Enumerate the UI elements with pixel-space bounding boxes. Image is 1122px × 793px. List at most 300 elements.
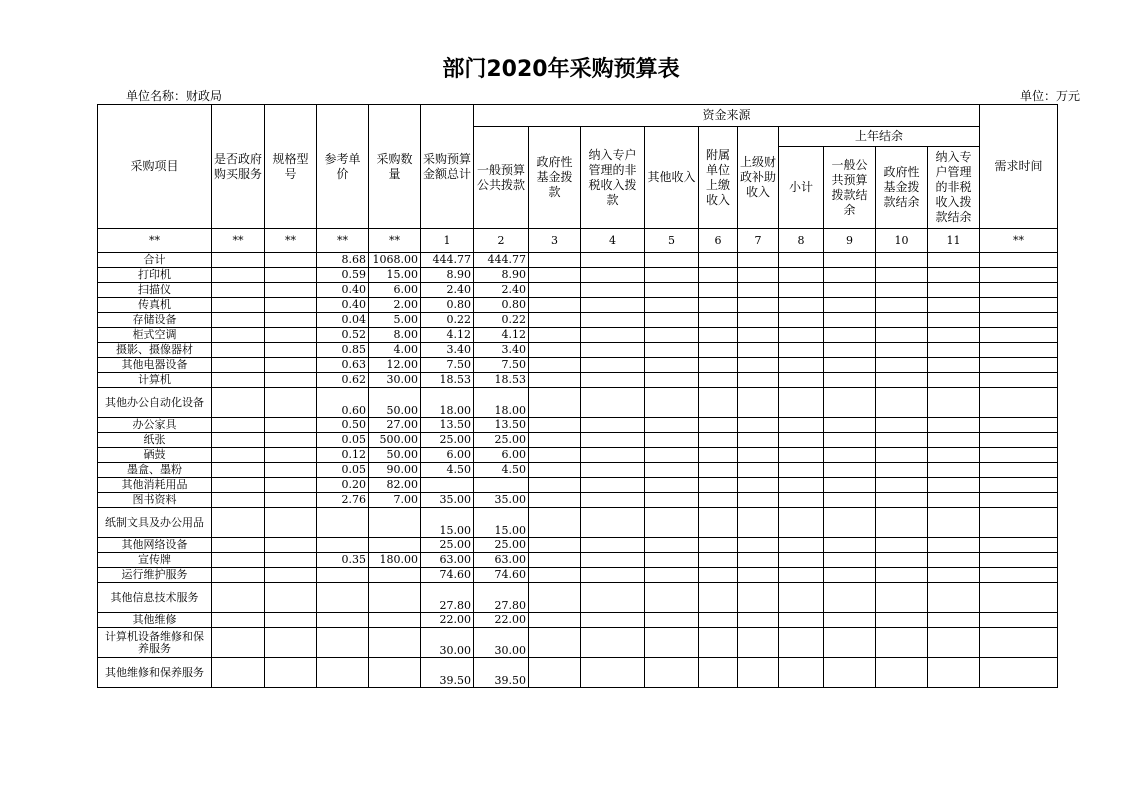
table-row [98, 358, 1058, 373]
empty-cell [581, 283, 645, 298]
table-row [98, 568, 1058, 583]
empty-cell [699, 343, 738, 358]
empty-cell [699, 553, 738, 568]
empty-cell [645, 463, 699, 478]
column-index-cell: 2 [474, 229, 529, 253]
general-budget-cell: 4.12 [474, 328, 529, 343]
header-balance-general: 一般公共预算拨款结余 [824, 147, 876, 229]
procurement-budget-table [97, 104, 1058, 688]
budget-total-cell: 15.00 [421, 508, 474, 538]
empty-cell [645, 268, 699, 283]
empty-cell [581, 433, 645, 448]
item-cell: 柜式空调 [98, 328, 212, 343]
general-budget-cell: 35.00 [474, 493, 529, 508]
item-cell: 纸制文具及办公用品 [98, 508, 212, 538]
general-budget-cell: 25.00 [474, 538, 529, 553]
item-cell: 其他办公自动化设备 [98, 388, 212, 418]
empty-cell [699, 358, 738, 373]
budget-total-cell: 30.00 [421, 628, 474, 658]
general-budget-cell: 22.00 [474, 613, 529, 628]
quantity-cell: 12.00 [369, 358, 421, 373]
gov-service-cell [212, 478, 265, 493]
empty-cell [824, 568, 876, 583]
item-cell: 纸张 [98, 433, 212, 448]
budget-total-cell: 7.50 [421, 358, 474, 373]
empty-cell [645, 613, 699, 628]
empty-cell [980, 313, 1058, 328]
gov-service-cell [212, 328, 265, 343]
empty-cell [699, 658, 738, 688]
item-cell: 存储设备 [98, 313, 212, 328]
empty-cell [645, 493, 699, 508]
empty-cell [928, 508, 980, 538]
item-cell: 扫描仪 [98, 283, 212, 298]
empty-cell [529, 313, 581, 328]
ref-price-cell: 0.62 [317, 373, 369, 388]
empty-cell [738, 313, 779, 328]
budget-total-cell: 27.80 [421, 583, 474, 613]
ref-price-cell: 0.40 [317, 283, 369, 298]
quantity-cell [369, 613, 421, 628]
empty-cell [738, 283, 779, 298]
empty-cell [980, 328, 1058, 343]
empty-cell [645, 358, 699, 373]
empty-cell [645, 508, 699, 538]
table-row [98, 478, 1058, 493]
empty-cell [581, 613, 645, 628]
empty-cell [645, 433, 699, 448]
column-index-row [98, 229, 1058, 253]
empty-cell [824, 253, 876, 268]
empty-cell [980, 388, 1058, 418]
spec-cell [265, 568, 317, 583]
ref-price-cell: 0.20 [317, 478, 369, 493]
empty-cell [824, 508, 876, 538]
empty-cell [738, 388, 779, 418]
budget-total-cell [421, 478, 474, 493]
empty-cell [529, 538, 581, 553]
item-cell: 打印机 [98, 268, 212, 283]
quantity-cell [369, 658, 421, 688]
empty-cell [699, 613, 738, 628]
gov-service-cell [212, 283, 265, 298]
gov-service-cell [212, 628, 265, 658]
table-row [98, 448, 1058, 463]
empty-cell [876, 628, 928, 658]
empty-cell [738, 613, 779, 628]
empty-cell [529, 628, 581, 658]
spec-cell [265, 508, 317, 538]
spec-cell [265, 658, 317, 688]
empty-cell [699, 268, 738, 283]
empty-cell [980, 448, 1058, 463]
spec-cell [265, 373, 317, 388]
quantity-cell: 15.00 [369, 268, 421, 283]
empty-cell [581, 508, 645, 538]
empty-cell [779, 448, 824, 463]
ref-price-cell: 0.60 [317, 388, 369, 418]
empty-cell [699, 463, 738, 478]
ref-price-cell: 0.50 [317, 418, 369, 433]
general-budget-cell: 30.00 [474, 628, 529, 658]
quantity-cell: 7.00 [369, 493, 421, 508]
empty-cell [738, 448, 779, 463]
budget-total-cell: 4.12 [421, 328, 474, 343]
spec-cell [265, 283, 317, 298]
header-affiliated-income: 附属单位上缴收入 [699, 127, 738, 229]
item-cell: 运行维护服务 [98, 568, 212, 583]
empty-cell [876, 388, 928, 418]
empty-cell [699, 583, 738, 613]
empty-cell [645, 253, 699, 268]
empty-cell [738, 418, 779, 433]
table-row [98, 388, 1058, 418]
column-index-cell: ** [980, 229, 1058, 253]
empty-cell [529, 298, 581, 313]
empty-cell [581, 298, 645, 313]
ref-price-cell: 0.40 [317, 298, 369, 313]
empty-cell [645, 388, 699, 418]
column-index-cell: 9 [824, 229, 876, 253]
general-budget-cell: 39.50 [474, 658, 529, 688]
empty-cell [876, 418, 928, 433]
spec-cell [265, 478, 317, 493]
empty-cell [980, 628, 1058, 658]
header-other-income: 其他收入 [645, 127, 699, 229]
ref-price-cell [317, 568, 369, 583]
gov-service-cell [212, 253, 265, 268]
empty-cell [824, 538, 876, 553]
budget-total-cell: 39.50 [421, 658, 474, 688]
header-quantity: 采购数量 [369, 105, 421, 229]
column-index-cell: ** [265, 229, 317, 253]
gov-service-cell [212, 313, 265, 328]
empty-cell [779, 328, 824, 343]
empty-cell [980, 568, 1058, 583]
budget-total-cell: 25.00 [421, 538, 474, 553]
empty-cell [779, 418, 824, 433]
empty-cell [738, 478, 779, 493]
quantity-cell: 50.00 [369, 448, 421, 463]
empty-cell [581, 388, 645, 418]
empty-cell [581, 268, 645, 283]
empty-cell [876, 538, 928, 553]
budget-total-cell: 18.53 [421, 373, 474, 388]
spec-cell [265, 418, 317, 433]
empty-cell [738, 628, 779, 658]
quantity-cell: 500.00 [369, 433, 421, 448]
table-row [98, 418, 1058, 433]
empty-cell [928, 328, 980, 343]
empty-cell [876, 508, 928, 538]
budget-total-cell: 35.00 [421, 493, 474, 508]
table-row [98, 298, 1058, 313]
empty-cell [738, 343, 779, 358]
ref-price-cell [317, 538, 369, 553]
general-budget-cell [474, 478, 529, 493]
empty-cell [876, 433, 928, 448]
header-gov-service: 是否政府购买服务 [212, 105, 265, 229]
gov-service-cell [212, 553, 265, 568]
empty-cell [824, 613, 876, 628]
spec-cell [265, 583, 317, 613]
gov-service-cell [212, 343, 265, 358]
empty-cell [824, 583, 876, 613]
empty-cell [699, 388, 738, 418]
empty-cell [645, 373, 699, 388]
ref-price-cell: 0.63 [317, 358, 369, 373]
gov-service-cell [212, 463, 265, 478]
empty-cell [928, 253, 980, 268]
empty-cell [529, 553, 581, 568]
table-row [98, 613, 1058, 628]
general-budget-cell: 18.00 [474, 388, 529, 418]
item-cell: 其他信息技术服务 [98, 583, 212, 613]
gov-service-cell [212, 658, 265, 688]
empty-cell [779, 508, 824, 538]
table-row [98, 463, 1058, 478]
empty-cell [779, 478, 824, 493]
empty-cell [928, 658, 980, 688]
empty-cell [824, 283, 876, 298]
spec-cell [265, 328, 317, 343]
general-budget-cell: 0.80 [474, 298, 529, 313]
empty-cell [824, 373, 876, 388]
table-row [98, 508, 1058, 538]
quantity-cell [369, 508, 421, 538]
gov-service-cell [212, 418, 265, 433]
quantity-cell: 82.00 [369, 478, 421, 493]
header-balance-special: 纳入专户管理的非税收入拨款结余 [928, 147, 980, 229]
budget-total-cell: 444.77 [421, 253, 474, 268]
empty-cell [581, 253, 645, 268]
column-index-cell: 10 [876, 229, 928, 253]
gov-service-cell [212, 388, 265, 418]
empty-cell [738, 538, 779, 553]
empty-cell [876, 298, 928, 313]
spec-cell [265, 463, 317, 478]
empty-cell [645, 418, 699, 433]
item-cell: 计算机设备维修和保养服务 [98, 628, 212, 658]
empty-cell [928, 433, 980, 448]
empty-cell [779, 658, 824, 688]
empty-cell [928, 583, 980, 613]
empty-cell [824, 658, 876, 688]
empty-cell [779, 253, 824, 268]
empty-cell [581, 328, 645, 343]
empty-cell [779, 358, 824, 373]
empty-cell [824, 418, 876, 433]
item-cell: 其他维修 [98, 613, 212, 628]
empty-cell [581, 538, 645, 553]
empty-cell [699, 478, 738, 493]
spec-cell [265, 313, 317, 328]
ref-price-cell [317, 628, 369, 658]
table-row [98, 433, 1058, 448]
empty-cell [824, 313, 876, 328]
quantity-cell [369, 628, 421, 658]
gov-service-cell [212, 538, 265, 553]
empty-cell [699, 253, 738, 268]
empty-cell [581, 463, 645, 478]
quantity-cell: 4.00 [369, 343, 421, 358]
ref-price-cell [317, 613, 369, 628]
empty-cell [699, 373, 738, 388]
header-demand-time: 需求时间 [980, 105, 1058, 229]
gov-service-cell [212, 358, 265, 373]
empty-cell [529, 463, 581, 478]
empty-cell [779, 298, 824, 313]
item-cell: 其他电器设备 [98, 358, 212, 373]
empty-cell [645, 298, 699, 313]
table-row [98, 313, 1058, 328]
empty-cell [824, 388, 876, 418]
empty-cell [738, 658, 779, 688]
empty-cell [980, 253, 1058, 268]
empty-cell [876, 448, 928, 463]
table-row [98, 493, 1058, 508]
empty-cell [980, 343, 1058, 358]
empty-cell [980, 373, 1058, 388]
empty-cell [645, 538, 699, 553]
spec-cell [265, 628, 317, 658]
empty-cell [779, 343, 824, 358]
spec-cell [265, 538, 317, 553]
empty-cell [824, 463, 876, 478]
empty-cell [928, 418, 980, 433]
empty-cell [928, 613, 980, 628]
empty-cell [738, 463, 779, 478]
empty-cell [779, 568, 824, 583]
ref-price-cell: 2.76 [317, 493, 369, 508]
empty-cell [928, 388, 980, 418]
empty-cell [980, 583, 1058, 613]
general-budget-cell: 27.80 [474, 583, 529, 613]
header-balance-gov-fund: 政府性基金拨款结余 [876, 147, 928, 229]
general-budget-cell: 6.00 [474, 448, 529, 463]
empty-cell [529, 268, 581, 283]
gov-service-cell [212, 493, 265, 508]
budget-total-cell: 18.00 [421, 388, 474, 418]
empty-cell [529, 658, 581, 688]
column-index-cell: 5 [645, 229, 699, 253]
header-subtotal: 小计 [779, 147, 824, 229]
gov-service-cell [212, 583, 265, 613]
quantity-cell: 180.00 [369, 553, 421, 568]
table-row [98, 328, 1058, 343]
item-cell: 宣传牌 [98, 553, 212, 568]
empty-cell [699, 313, 738, 328]
empty-cell [980, 553, 1058, 568]
general-budget-cell: 15.00 [474, 508, 529, 538]
empty-cell [824, 553, 876, 568]
spec-cell [265, 448, 317, 463]
gov-service-cell [212, 268, 265, 283]
empty-cell [928, 298, 980, 313]
item-cell: 其他消耗用品 [98, 478, 212, 493]
empty-cell [876, 328, 928, 343]
ref-price-cell [317, 583, 369, 613]
ref-price-cell: 0.85 [317, 343, 369, 358]
gov-service-cell [212, 433, 265, 448]
empty-cell [779, 463, 824, 478]
empty-cell [824, 328, 876, 343]
empty-cell [738, 358, 779, 373]
gov-service-cell [212, 508, 265, 538]
empty-cell [876, 463, 928, 478]
empty-cell [824, 448, 876, 463]
empty-cell [824, 493, 876, 508]
column-index-cell: ** [317, 229, 369, 253]
spec-cell [265, 493, 317, 508]
empty-cell [738, 433, 779, 448]
empty-cell [699, 628, 738, 658]
empty-cell [876, 568, 928, 583]
empty-cell [980, 493, 1058, 508]
empty-cell [645, 658, 699, 688]
quantity-cell: 8.00 [369, 328, 421, 343]
header-item: 采购项目 [98, 105, 212, 229]
empty-cell [824, 478, 876, 493]
empty-cell [876, 553, 928, 568]
quantity-cell: 30.00 [369, 373, 421, 388]
item-cell: 计算机 [98, 373, 212, 388]
empty-cell [980, 268, 1058, 283]
spec-cell [265, 388, 317, 418]
empty-cell [928, 628, 980, 658]
ref-price-cell: 0.05 [317, 433, 369, 448]
empty-cell [699, 508, 738, 538]
budget-total-cell: 63.00 [421, 553, 474, 568]
empty-cell [699, 418, 738, 433]
empty-cell [876, 268, 928, 283]
empty-cell [980, 358, 1058, 373]
budget-total-cell: 74.60 [421, 568, 474, 583]
empty-cell [645, 553, 699, 568]
budget-total-cell: 0.22 [421, 313, 474, 328]
table-row [98, 628, 1058, 658]
item-cell: 合计 [98, 253, 212, 268]
table-row [98, 343, 1058, 358]
empty-cell [876, 493, 928, 508]
column-index-cell: 11 [928, 229, 980, 253]
quantity-cell: 90.00 [369, 463, 421, 478]
gov-service-cell [212, 373, 265, 388]
table-row [98, 253, 1058, 268]
empty-cell [581, 418, 645, 433]
quantity-cell [369, 583, 421, 613]
header-funding-source: 资金来源 [474, 105, 980, 127]
empty-cell [529, 388, 581, 418]
budget-total-cell: 13.50 [421, 418, 474, 433]
empty-cell [529, 613, 581, 628]
empty-cell [529, 493, 581, 508]
empty-cell [581, 658, 645, 688]
general-budget-cell: 13.50 [474, 418, 529, 433]
empty-cell [738, 298, 779, 313]
empty-cell [699, 568, 738, 583]
empty-cell [779, 583, 824, 613]
table-row [98, 283, 1058, 298]
budget-total-cell: 22.00 [421, 613, 474, 628]
column-index-cell: 8 [779, 229, 824, 253]
ref-price-cell: 0.12 [317, 448, 369, 463]
empty-cell [529, 583, 581, 613]
spec-cell [265, 268, 317, 283]
empty-cell [980, 613, 1058, 628]
general-budget-cell: 25.00 [474, 433, 529, 448]
ref-price-cell [317, 508, 369, 538]
